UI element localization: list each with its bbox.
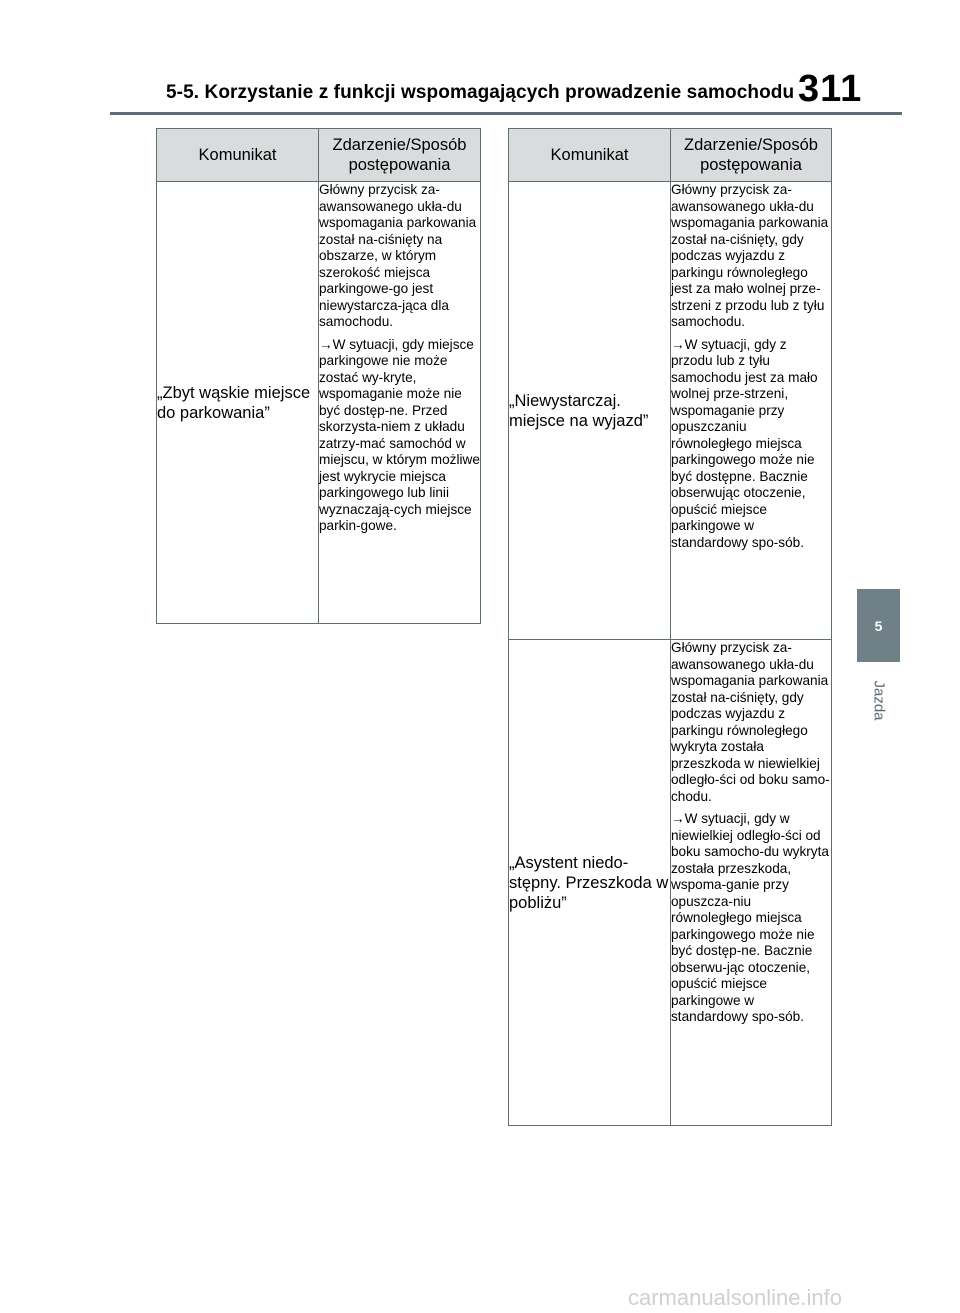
chapter-label-text: Jazda	[870, 679, 888, 721]
message-cell: „Zbyt wąskie miejsce do parkowania”	[157, 182, 319, 624]
event-action: →W sytuacji, gdy z przodu lub z tyłu samochodu jest za mało wolnej prze-strzeni, wspomaganie przy opuszczaniu równoległego miejsca parkingowego może nie być dostępne. Bacznie obserwując otoczenie, opuścić miejsce parkingowe w standardowy spo-sób.	[671, 336, 818, 550]
table-header-row	[509, 129, 832, 182]
event-description: Główny przycisk za-awansowanego ukła-du wspomagania parkowania został na-ciśnięty, gdy podczas wyjazdu z parkingu równoległego jest za mało wolnej prze-strzeni z przodu lub z tyłu samochodu.	[671, 182, 829, 329]
column-header-event: Zdarzenie/Sposób postępowania	[671, 129, 832, 182]
watermark: carmanualsonline.info	[628, 1285, 843, 1310]
messages-table-right	[508, 128, 832, 1126]
table-row	[509, 640, 832, 1126]
column-header-event: Zdarzenie/Sposób postępowania	[319, 129, 481, 182]
column-header-message: Komunikat	[157, 129, 319, 182]
event-cell	[671, 182, 832, 640]
event-description: Główny przycisk za-awansowanego ukła-du wspomagania parkowania został na-ciśnięty na obszarze, w którym szerokość miejsca parkingowe-go jest niewystarcza-jąca dla samochodu.	[319, 182, 477, 329]
event-action: →W sytuacji, gdy miejsce parkingowe nie może zostać wy-kryte, wspomaganie może nie być dostęp-ne. Przed skorzysta-niem z układu zatrzy-mać samochód w miejscu, w którym możliwe jest wykrycie miejsca parkingowego lub linii wyznaczają-cych miejsce parkin-gowe.	[319, 336, 480, 533]
event-description: Główny przycisk za-awansowanego ukła-du wspomagania parkowania został na-ciśnięty, gdy podczas wyjazdu z parkingu równoległego wykryta została przeszkoda w niewielkiej odległo-ści od boku samo-chodu.	[671, 640, 830, 804]
chapter-number: 5	[874, 617, 883, 634]
table-row	[509, 182, 832, 640]
message-cell: „Niewystarczaj. miejsce na wyjazd”	[509, 182, 671, 640]
header-divider	[110, 112, 902, 115]
event-cell	[319, 182, 481, 624]
table-header-row	[157, 129, 481, 182]
chapter-tab	[857, 589, 900, 662]
chapter-label	[862, 672, 896, 728]
page-number: 311	[798, 68, 863, 110]
event-action: →W sytuacji, gdy w niewielkiej odległo-ści od boku samocho-du wykryta została przeszkoda, wspoma-ganie przy opuszcza-niu równoległego miejsca parkingowego może nie być dostęp-ne. Bacznie obserwu-jąc otoczenie, opuścić miejsce parkingowe w standardowy spo-sób.	[671, 811, 829, 1024]
messages-table-left	[156, 128, 481, 624]
table-row	[157, 182, 481, 624]
column-header-message: Komunikat	[509, 129, 671, 182]
event-cell	[671, 640, 832, 1126]
message-cell: „Asystent niedo-stępny. Przeszkoda w pobliżu”	[509, 640, 671, 1126]
section-title: 5-5. Korzystanie z funkcji wspomagających prowadzenie samochodu	[166, 82, 795, 103]
